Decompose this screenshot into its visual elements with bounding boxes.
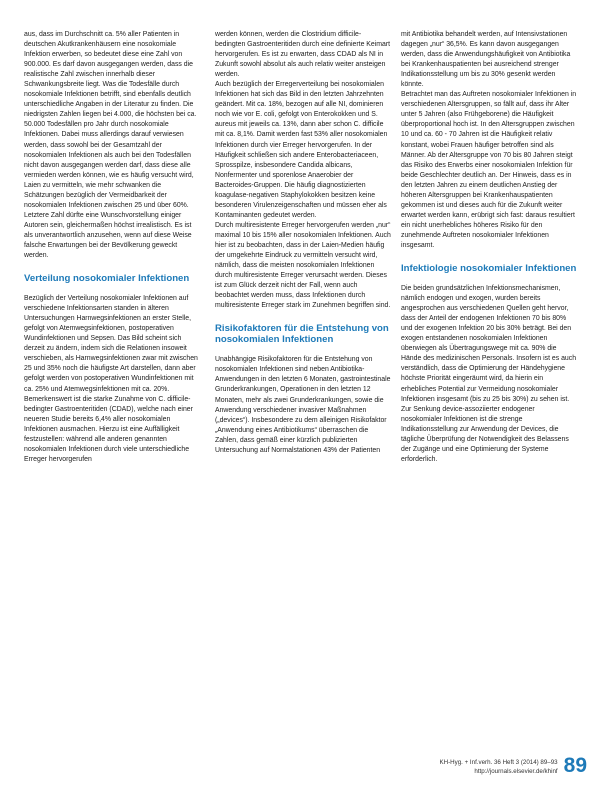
section-heading-verteilung: Verteilung nosokomialer Infektionen [24,273,190,285]
text-column-left [24,30,200,465]
section-heading-risikofaktoren: Risikofaktoren für die Entstehung von nosokomialen Infektionen [215,323,389,346]
journal-url[interactable]: http://journals.elsevier.de/khinf [474,767,558,775]
body-paragraph: Auch bezüglich der Erregerverteilung bei nosokomialen Infektionen hat sich das Bild in den letzten Jahrzehnten geändert. Mit ca. 18%, bezogen auf alle NI, dominieren noch wie vor E. coli, gefolgt von Enterokokken und S. aureus mit jeweils ca. 13%, dann aber schon C. difficile mit ca. 8,1%. Damit werden fast 53% aller nosokomialen Infektionen durch vier Erreger hervorgerufen. In der Häufigkeit schließen sich andere Enterobacteriaceen, Sprosspilze, insbesondere Candida albicans, Nonfermenter und sporenlose Anaerobier der Bacteroides-Gruppen. Die häufig diagnostizierten koagulase-negativen Staphylokokken besitzen keine besonderen Virulenzeigenschaften und müssen eher als Kontaminanten gedeutet werden. [215,81,388,219]
body-paragraph: Bezüglich der Verteilung nosokomialer Infektionen auf verschiedene Infektionsarten standen in älteren Untersuchungen Harnwegsinfektionen an erster Stelle, gefolgt von Atemwegsinfektionen, postoperativen Wundinfektionen und Sepsen. Das Bild scheint sich derzeit zu ändern, indem sich die Relationen insoweit verschieben, als Harnwegsinfektionen zwar mit zwischen 25 und 35% noch die häufigste Art darstellen, dann aber gefolgt werden von postoperativen Wundinfektionen mit ca. 25% und Atemwegsinfektionen mit ca. 20%. Bemerkenswert ist die starke Zunahme von C. difficile-bedingter Gastroenteritiden (CDAD), welche nach einer neueren Studie bereits 6,4% aller nosokomialen Infektionen ausmachen. Hierzu ist eine Auffälligkeit festzustellen: während alle anderen genannten nosokomialen Infektionen durch viele unterschiedliche Erreger hervorgerufen [24,295,198,463]
body-paragraph: werden können, werden die Clostridium difficile-bedingten Gastroenteritiden durch eine definierte Keimart hervorgerufen. Es ist zu erwarten, dass CDAD als NI in Zukunft sowohl absolut als auch relativ weiter ansteigen werden. [215,31,391,79]
text-column-right [401,30,577,465]
body-paragraph: Die beiden grundsätzlichen Infektionsmechanismen, nämlich endogen und exogen, wurden bereits angesprochen aus verschiedenen Quellen geht hervor, dass der Anteil der endogenen Infektionen 70 bis 80% und der exogenen Infektion 20 bis 30% beträgt. Bei den exogen entstandenen nosokomialen Infektionen überwiegen als Übertragungswege mit ca. 90% die Hände des medizinischen Personals. Insofern ist es auch verständlich, dass die Optimierung der Händehygiene höchste Priorität eingeräumt wird, da hierin ein erhebliches Potential zur Vermeidung nosokomialer Infektionen insgesamt (bis zu 25 bis 30%) zu sehen ist. [401,285,577,403]
journal-reference [439,759,557,776]
body-paragraph: Durch multiresistente Erreger hervorgerufen werden „nur“ maximal 10 bis 15% aller nosokomialen Infektionen. Auch hier ist zu beobachten, dass in der Laien-Medien häufig der umgekehrte Eindruck zu vermitteln versucht wird, nämlich, dass die meisten nosokomialen Infektionen durch multiresistente Erreger verursacht werden. Dieses ist zum Glück derzeit nicht der Fall, wenn auch beobachtet werden muss, dass Infektionen durch multiresistente Erreger stark im Zunehmen begriffen sind. [215,221,391,310]
body-paragraph: Unabhängige Risikofaktoren für die Entstehung von nosokomialen Infektionen sind neben Antibiotika-Anwendungen in den letzten 6 Monaten, gastrointestinale Grunderkrankungen, Operationen in den letzten 12 Monaten, mehr als zwei Grunderkrankungen, sowie die Anwendung verschiedener invasiver Maßnahmen („devices“). Insbesondere zu dem alleinigen Risikofaktor „Anwendung eines Antibiotikums“ überraschen die Zahlen, dass gemäß einer kürzlich publizierten Untersuchung auf Normalstationen 43% der Patienten [215,356,391,454]
page-footer [439,756,587,776]
body-paragraph: Zur Senkung device-assoziierter endogener nosokomialer Infektionen ist die strenge Indikationsstellung zur Anwendung der Devices, die tägliche Überprüfung der Notwendigkeit des Belassens der Zugänge und eine Optimierung der Systeme erforderlich. [401,405,569,463]
section-heading-infektiologie: Infektiologie nosokomialer Infektionen [401,263,577,275]
body-paragraph: aus, dass im Durchschnitt ca. 5% aller Patienten in deutschen Akutkrankenhäusern eine nosokomiale Infektion erwerben, so bedeutet diese eine Zahl von 900.000. Es darf davon ausgegangen werden, dass die realistische Zahl zwischen innerhalb dieser Schwankungsbreite liegt. Was die Todesfälle durch nosokomiale Infektionen betrifft, sind ebenfalls deutlich unterschiedliche Angaben in der Literatur zu finden. Die niedrigsten Zahlen liegen bei 4.000, die höchsten bei ca. 50.000 Todesfällen pro Jahr durch nosokomiale Infektionen. Dabei muss allerdings darauf verwiesen werden, dass sowohl bei der Gesamtzahl der nosokomialen Infektionen als auch bei den Todesfällen nicht davon ausgegangen werden darf, dass diese alle vermieden werden können, wie es häufig versucht wird, Laien zu vermitteln, wie mehr schwanken die Schätzungen bezüglich der Vermeidbarkeit der nosokomialen Infektionen zwischen 25 und über 60%. Letztere Zahl dürfte eine Wunschvorstellung einiger Autoren sein, gleichermaßen höchst irrealistisch. Es ist als unverantwortlich anzusehen, wenn auf diese Weise falsche Erwartungen bei der Bevölkerung geweckt werden. [24,31,197,260]
body-paragraph: Betrachtet man das Auftreten nosokomialer Infektionen in verschiedenen Altersgruppen, so fällt auf, dass ihr Alter unter 5 Jahren (also Frühgeborene) die Häufigkeit überproportional hoch ist. In den Altersgruppen zwischen 10 und ca. 60 - 70 Jahren ist die Häufigkeit relativ konstant, wobei Frauen häufiger betroffen sind als Männer. Ab der Altersgruppe von 70 bis 80 Jahren steigt das Risiko des Erwerbs einer nosokomialen Infektion für beide Geschlechter deutlich an. Der Hinweis, dass es in den letzten Jahren zu einem deutlichen Anstieg der höheren Altersgruppen bei Krankenhauspatienten gekommen ist und dieses auch für die Zukunft weiter erwartet werden kann, erübrigt sich fast: daraus resultiert ein nicht unerhebliches höheres Risiko für den zunehmende Auftreten nosokomialer Infektionen insgesamt. [401,91,577,249]
body-paragraph: mit Antibiotika behandelt werden, auf Intensivstationen dagegen „nur“ 36,5%. Es kann davon ausgegangen werden, dass die Anwendungshäufigkeit von Antibiotika bei Krankenhauspatienten bei ausreichend strenger Indikationsstellung um bis zu 30% gesenkt werden könnte. [401,31,571,89]
page-number: 89 [563,754,587,777]
text-column-middle [215,30,391,456]
journal-citation: KH-Hyg. + Inf.verh. 36 Heft 3 (2014) 89–93 [439,759,558,766]
